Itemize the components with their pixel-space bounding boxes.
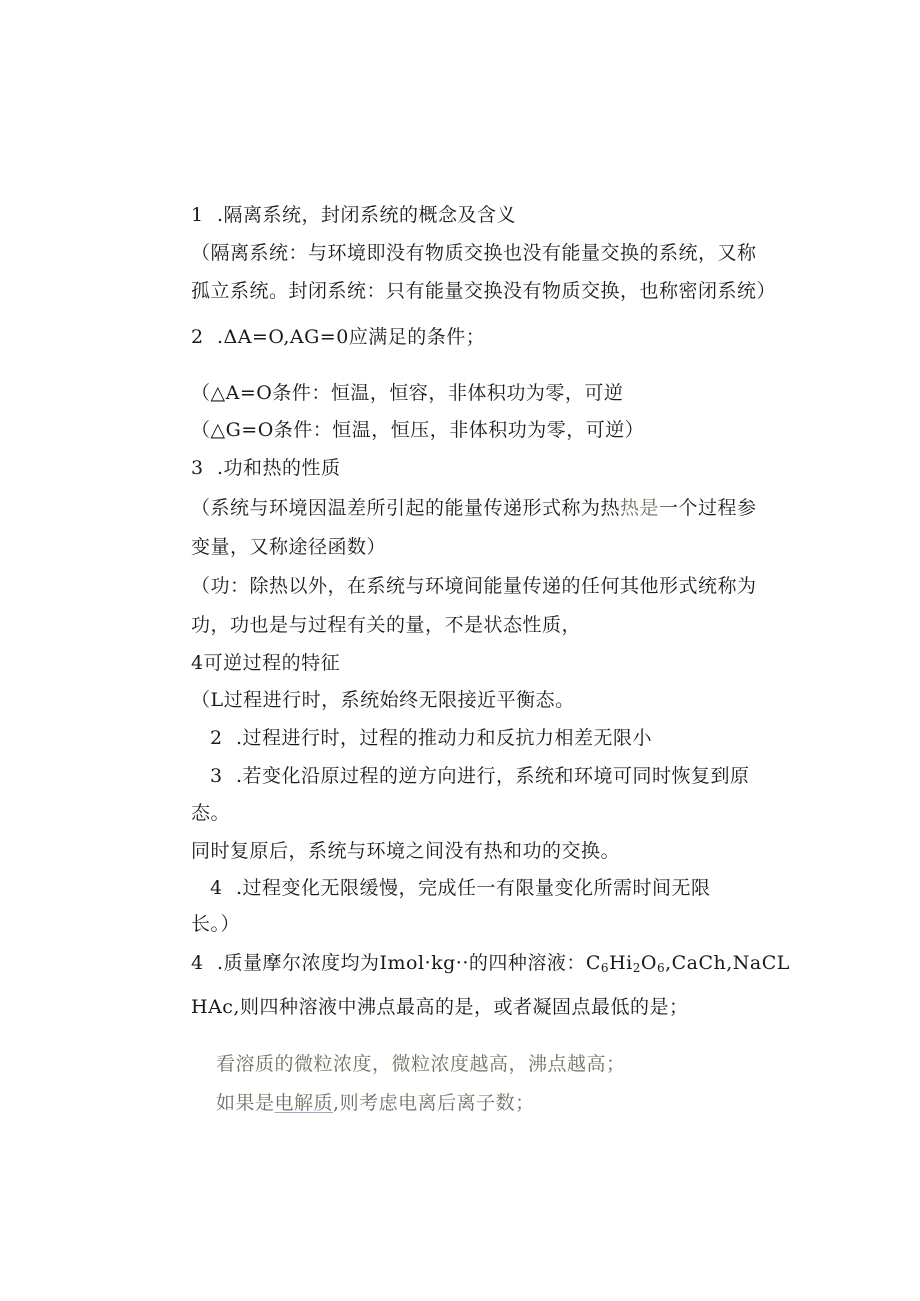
q2-number: 2 [191,326,204,348]
q4-item3-number: 3 [210,765,223,787]
q5-mid1: Hi [609,952,633,974]
q5-answer-line1: 看溶质的微粒浓度，微粒浓度越高，沸点越高； [216,1053,626,1075]
q4-item3-line1: .若变化沿原过程的逆方向进行，系统和环境可同时恢复到原 [236,765,750,787]
q5-number: 4 [191,952,204,974]
q5-title-line [191,951,790,975]
q4-item4-number: 4 [210,877,223,899]
q5-title-prefix: .质量摩尔浓度均为Imol·kg··的四种溶液：C [217,952,601,974]
q5-answer-line2 [216,1091,535,1115]
q4-item2-line [210,726,652,750]
q4-title: 4可逆过程的特征 [191,652,341,674]
q1-answer-line1: （隔离系统：与环境即没有物质交换也没有能量交换的系统，又称 [191,242,757,264]
q4-note: 同时复原后，系统与环境之间没有热和功的交换。 [191,840,621,862]
q4-item4-line2: 长。） [191,913,241,935]
q4-item4-line1: .过程变化无限缓慢，完成任一有限量变化所需时间无限 [236,877,711,899]
q3-answer-line1 [191,496,757,520]
q3-title-line [191,456,341,480]
q4-item2-number: 2 [210,727,223,749]
q3-answer-line4: 功，功也是与过程有关的量，不是状态性质， [191,614,582,636]
q1-title-line [191,203,516,227]
q4-item2: .过程进行时，过程的推动力和反抗力相差无限小 [236,727,653,749]
q3-title: .功和热的性质 [217,457,341,479]
q1-number: 1 [191,204,204,226]
q5-mid2: O [640,952,657,974]
q1-title: .隔离系统，封闭系统的概念及含义 [217,204,517,226]
q4-item3-line [210,764,750,788]
electrolyte-link[interactable]: 电解质 [274,1092,334,1114]
q3-answer-line1-rest: 一个过程参 [659,497,757,519]
q5-sub2: 2 [632,961,641,975]
q3-answer-line3: （功：除热以外，在系统与环境间能量传递的任何其他形式统称为 [191,575,757,597]
q2-title-line [191,325,485,349]
q3-answer-line1-main: （系统与环境因温差所引起的能量传递形式称为热 [191,497,621,519]
q4-item3-line2: 态。 [191,802,231,824]
q5-answer-line2-pre: 如果是 [216,1092,275,1114]
q3-number: 3 [191,457,204,479]
q5-sub1: 6 [600,961,610,975]
q4-item4-line [210,876,711,900]
q5-sub3: 6 [656,961,666,975]
q5-title-suffix: ,CaCh,NaCL [665,952,790,974]
q2-answer-line1: （△A=O条件：恒温，恒容，非体积功为零，可逆 [191,382,624,404]
q5-answer-line2-post: ,则考虑电离后离子数； [333,1092,535,1114]
q3-answer-line1-gray: 热是 [620,497,660,519]
q2-answer-line2: （△G=O条件：恒温，恒压，非体积功为零，可逆） [191,419,645,441]
q1-answer-line2: 孤立系统。封闭系统：只有能量交换没有物质交换，也称密闭系统） [191,280,777,302]
q5-line2: HAc,则四种溶液中沸点最高的是，或者凝固点最低的是； [191,996,689,1018]
q4-item1: （L过程进行时，系统始终无限接近平衡态。 [191,689,575,711]
q3-answer-line2: 变量，又称途径函数） [191,536,387,558]
q2-title: .ΔA=O,AG=0应满足的条件； [217,326,486,348]
